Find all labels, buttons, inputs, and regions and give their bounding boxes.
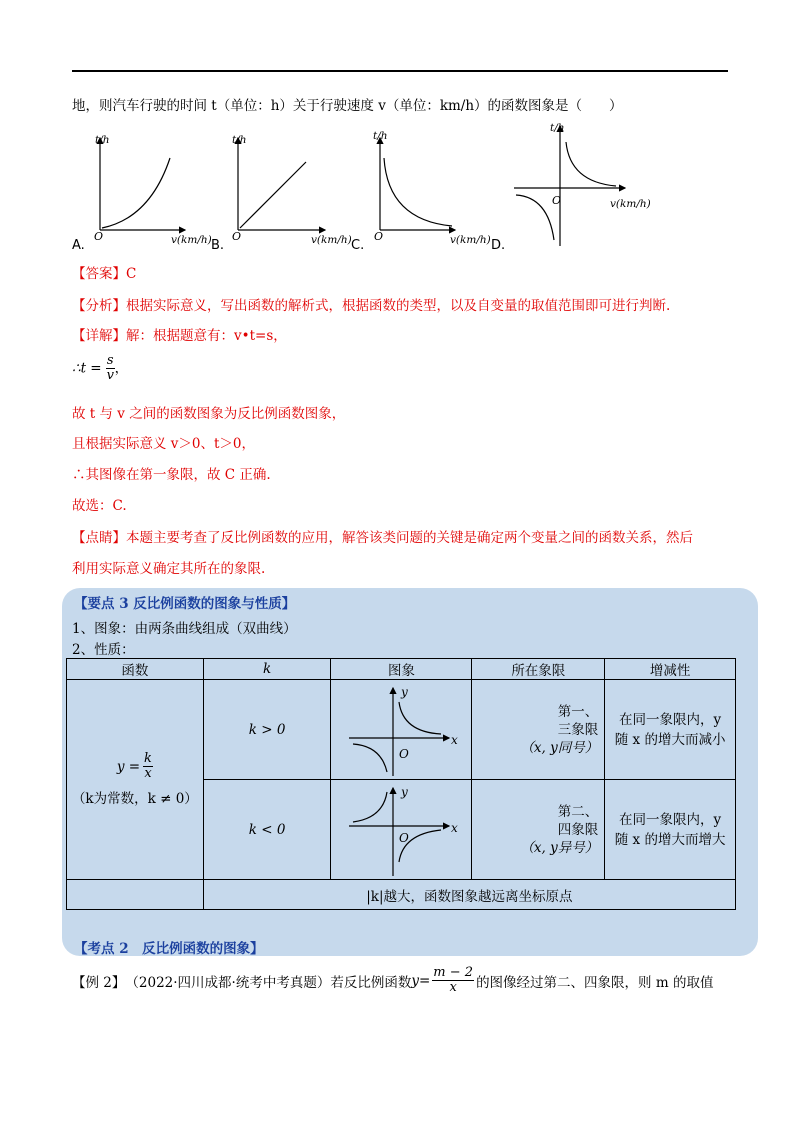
trend-neg-l1: 在同一象限内，y <box>619 811 722 828</box>
table-footer-row <box>67 880 736 910</box>
formula-fraction <box>106 354 115 383</box>
detail-line-1: 故 t 与 v 之间的函数图象为反比例函数图象， <box>72 406 346 422</box>
graph-a-origin: O <box>94 230 104 243</box>
quadrant-pos-l3: （x, y同号） <box>520 739 599 756</box>
example-den: x <box>449 980 457 995</box>
comment-line-2: 利用实际意义确定其所在的象限. <box>72 561 266 577</box>
option-a-label: A. <box>72 238 85 253</box>
formula-den: v <box>106 368 114 383</box>
function-lhs: y = <box>116 758 141 775</box>
detail-line <box>72 326 287 346</box>
comment-line-1 <box>72 528 693 548</box>
function-condition: （k为常数，k ≠ 0） <box>71 791 198 807</box>
detail-tag: 【详解】 <box>72 328 126 344</box>
option-d-label: D. <box>491 238 506 253</box>
example-num: m − 2 <box>433 965 474 980</box>
graph-d-t-label: t/h <box>550 122 565 134</box>
header-graph: 图象 <box>331 659 472 680</box>
analysis-line <box>72 296 670 316</box>
neg-origin: O <box>399 830 410 845</box>
option-c-label: C. <box>351 238 365 253</box>
properties-table <box>66 658 736 910</box>
hyperbola-negative <box>341 782 461 878</box>
function-expr <box>117 752 153 781</box>
trend-pos-l1: 在同一象限内，y <box>619 711 722 728</box>
quadrant-pos-l2: 三象限 <box>557 721 599 738</box>
table-row <box>67 680 736 780</box>
keypoint-title: 【要点 3 反比例函数的图象与性质】 <box>74 596 296 612</box>
formula-line <box>72 354 128 383</box>
function-fraction <box>143 752 153 781</box>
header-function: 函数 <box>67 659 204 680</box>
example-fraction <box>432 966 474 995</box>
pos-origin: O <box>399 746 410 761</box>
graph-a-v-label: v(km/h) <box>171 234 212 246</box>
trend-neg-l2: 随 x 的增大而增大 <box>614 831 726 848</box>
trend-negative-cell <box>605 780 736 880</box>
comment-tag: 【点睛】 <box>72 530 126 546</box>
header-trend: 增减性 <box>605 659 736 680</box>
graph-c-v-label: v(km/h) <box>450 234 491 246</box>
detail-line-3: ∴其图像在第一象限，故 C 正确. <box>72 467 271 483</box>
quadrant-negative-cell <box>472 780 605 880</box>
quadrant-neg-l3: （x, y异号） <box>520 839 599 856</box>
function-den: x <box>144 766 152 781</box>
analysis-tag: 【分析】 <box>72 298 126 314</box>
header-k: k <box>203 659 331 680</box>
graph-d-origin: O <box>552 194 562 207</box>
graph-d <box>510 118 670 250</box>
exam-point-title: 【考点 2 反比例函数的图象】 <box>74 941 264 957</box>
trend-positive-cell <box>605 680 736 780</box>
formula-prefix: ∴t = <box>72 360 102 377</box>
top-rule <box>72 70 728 72</box>
keypoint-item-1: 1、图象：由两条曲线组成（双曲线） <box>72 621 297 637</box>
trend-pos-l2: 随 x 的增大而减小 <box>614 731 726 748</box>
graph-c <box>374 138 455 243</box>
footer-cell: |k|越大，函数图象越远离坐标原点 <box>203 880 735 910</box>
answer-line <box>72 264 136 284</box>
k-negative-cell: k < 0 <box>203 780 331 880</box>
graph-d-v-label: v(km/h) <box>610 198 651 210</box>
graph-a <box>94 138 185 243</box>
detail-line-2: 且根据实际意义 v＞0、t＞0， <box>72 436 256 452</box>
example-tag: 【例 2】 <box>72 974 126 991</box>
header-quadrant: 所在象限 <box>472 659 605 680</box>
graph-a-t-label: t/h <box>95 134 110 146</box>
graph-b-v-label: v(km/h) <box>311 234 352 246</box>
neg-x-label: x <box>451 820 459 835</box>
quadrant-positive-cell <box>472 680 605 780</box>
keypoint-item-2: 2、性质： <box>72 642 135 658</box>
neg-y-label: y <box>401 784 409 799</box>
graph-negative-cell <box>331 780 472 880</box>
question-intro: 地，则汽车行驶的时间 t（单位：h）关于行驶速度 v（单位：km/h）的函数图象是（ ） <box>72 98 623 114</box>
function-cell <box>67 680 204 880</box>
graph-c-t-label: t/h <box>373 130 388 142</box>
example-lhs: y= <box>411 972 431 989</box>
graph-c-origin: O <box>374 230 384 243</box>
answer-text: C <box>126 266 137 282</box>
graph-b-t-label: t/h <box>232 134 247 146</box>
graph-b-origin: O <box>232 230 242 243</box>
example-rest: 的图像经过第二、四象限，则 m 的取值 <box>476 974 714 991</box>
footer-blank-cell <box>67 880 204 910</box>
option-b-label: B. <box>211 238 225 253</box>
graph-positive-cell <box>331 680 472 780</box>
graph-b <box>232 138 325 243</box>
example-line <box>72 966 713 995</box>
pos-y-label: y <box>401 684 409 699</box>
detail-text: 解：根据题意有：v•t=s， <box>126 328 287 344</box>
quadrant-neg-l1: 第二、 <box>557 803 599 820</box>
detail-line-4: 故选：C. <box>72 498 127 514</box>
quadrant-pos-l1: 第一、 <box>557 703 599 720</box>
comment-text-1: 本题主要考查了反比例函数的应用，解答该类问题的关键是确定两个变量之间的函数关系，然后 <box>126 530 693 546</box>
analysis-text: 根据实际意义，写出函数的解析式，根据函数的类型，以及自变量的取值范围即可进行判断. <box>126 298 671 314</box>
example-source: （2022·四川成都·统考中考真题）若反比例函数 <box>125 974 412 991</box>
quadrant-neg-l2: 四象限 <box>557 821 599 838</box>
table-header-row <box>67 659 736 680</box>
answer-tag: 【答案】 <box>72 266 126 282</box>
function-num: k <box>144 751 152 766</box>
pos-x-label: x <box>451 732 459 747</box>
formula-num: s <box>106 353 114 368</box>
k-positive-cell: k > 0 <box>203 680 331 780</box>
hyperbola-positive <box>341 682 461 778</box>
formula-suffix: ， <box>114 360 129 377</box>
